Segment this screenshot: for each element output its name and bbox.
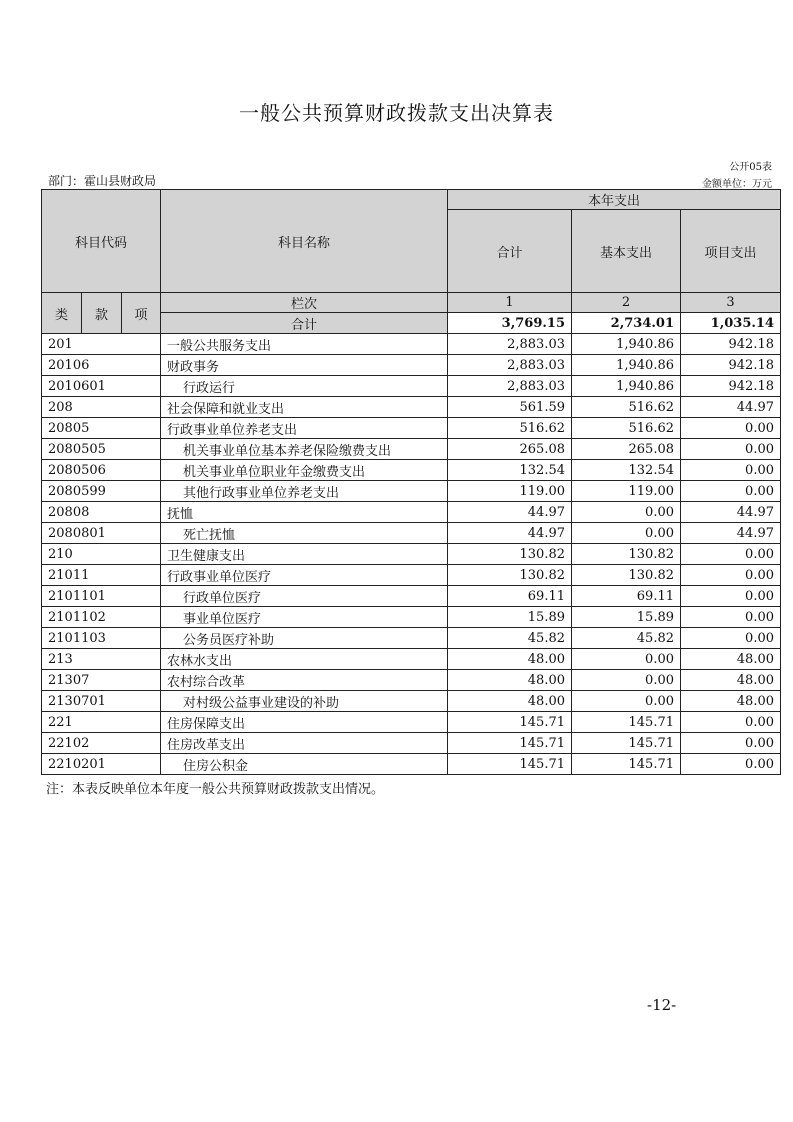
project-cell: 44.97 <box>681 523 781 544</box>
basic-cell: 132.54 <box>572 460 681 481</box>
form-number: 公开05表 <box>729 162 772 173</box>
subject-code-cell: 221 <box>42 712 161 733</box>
header-col-2: 2 <box>572 293 681 313</box>
table-row <box>42 376 781 397</box>
project-cell: 0.00 <box>681 586 781 607</box>
project-cell: 0.00 <box>681 439 781 460</box>
total-cell: 145.71 <box>448 733 572 754</box>
basic-cell: 69.11 <box>572 586 681 607</box>
header-lei: 类 <box>42 293 82 334</box>
total-cell: 132.54 <box>448 460 572 481</box>
total-cell: 145.71 <box>448 754 572 775</box>
project-cell: 48.00 <box>681 670 781 691</box>
basic-cell: 15.89 <box>572 607 681 628</box>
basic-cell: 45.82 <box>572 628 681 649</box>
subject-code-cell: 2080505 <box>42 439 161 460</box>
basic-cell: 1,940.86 <box>572 355 681 376</box>
subject-name-cell: 事业单位医疗 <box>161 607 448 628</box>
project-cell: 44.97 <box>681 502 781 523</box>
table-row <box>42 418 781 439</box>
subject-name-cell: 其他行政事业单位养老支出 <box>161 481 448 502</box>
header-total: 合计 <box>448 210 572 293</box>
subject-code-cell: 2101101 <box>42 586 161 607</box>
table-row <box>42 649 781 670</box>
total-cell: 2,883.03 <box>448 376 572 397</box>
table-row <box>42 397 781 418</box>
subject-name-cell: 财政事务 <box>161 355 448 376</box>
total-cell: 119.00 <box>448 481 572 502</box>
subject-name-cell: 行政运行 <box>161 376 448 397</box>
total-cell: 48.00 <box>448 649 572 670</box>
department-label: 部门：霍山县财政局 <box>48 174 157 188</box>
total-cell: 2,883.03 <box>448 355 572 376</box>
subject-name-cell: 行政事业单位养老支出 <box>161 418 448 439</box>
amount-unit-label: 金额单位：万元 <box>702 179 772 190</box>
project-cell: 0.00 <box>681 712 781 733</box>
subject-name-cell: 对村级公益事业建设的补助 <box>161 691 448 712</box>
subject-name-cell: 社会保障和就业支出 <box>161 397 448 418</box>
subject-code-cell: 20805 <box>42 418 161 439</box>
page-number: -12- <box>647 996 677 1014</box>
project-cell: 44.97 <box>681 397 781 418</box>
basic-cell: 265.08 <box>572 439 681 460</box>
total-cell: 130.82 <box>448 565 572 586</box>
project-cell: 0.00 <box>681 607 781 628</box>
basic-cell: 119.00 <box>572 481 681 502</box>
subject-name-cell: 住房改革支出 <box>161 733 448 754</box>
project-cell: 48.00 <box>681 649 781 670</box>
total-cell: 561.59 <box>448 397 572 418</box>
header-basic-expenditure: 基本支出 <box>572 210 681 293</box>
table-note: 注：本表反映单位本年度一般公共预算财政拨款支出情况。 <box>46 782 385 797</box>
basic-cell: 130.82 <box>572 565 681 586</box>
table-row <box>42 565 781 586</box>
header-subject-code: 科目代码 <box>42 190 161 293</box>
subject-name-cell: 行政事业单位医疗 <box>161 565 448 586</box>
subject-code-cell: 2080801 <box>42 523 161 544</box>
basic-cell: 516.62 <box>572 397 681 418</box>
subject-code-cell: 21011 <box>42 565 161 586</box>
table-row <box>42 712 781 733</box>
table-row <box>42 460 781 481</box>
subject-name-cell: 农村综合改革 <box>161 670 448 691</box>
table-row <box>42 607 781 628</box>
page-title: 一般公共预算财政拨款支出决算表 <box>239 101 554 125</box>
table-row <box>42 481 781 502</box>
basic-cell: 1,940.86 <box>572 376 681 397</box>
basic-cell: 0.00 <box>572 649 681 670</box>
subject-code-cell: 2101102 <box>42 607 161 628</box>
project-cell: 942.18 <box>681 355 781 376</box>
table-row <box>42 544 781 565</box>
subject-name-cell: 机关事业单位职业年金缴费支出 <box>161 460 448 481</box>
total-cell: 265.08 <box>448 439 572 460</box>
total-cell: 516.62 <box>448 418 572 439</box>
basic-cell: 145.71 <box>572 733 681 754</box>
subject-code-cell: 213 <box>42 649 161 670</box>
total-cell: 48.00 <box>448 670 572 691</box>
total-cell: 15.89 <box>448 607 572 628</box>
project-cell: 0.00 <box>681 460 781 481</box>
total-cell: 48.00 <box>448 691 572 712</box>
header-xiang: 项 <box>122 293 161 334</box>
header-subject-name: 科目名称 <box>161 190 448 293</box>
project-cell: 942.18 <box>681 376 781 397</box>
sum-row-label: 合计 <box>161 313 448 334</box>
subject-name-cell: 公务员医疗补助 <box>161 628 448 649</box>
subject-name-cell: 住房公积金 <box>161 754 448 775</box>
basic-cell: 516.62 <box>572 418 681 439</box>
table-row <box>42 754 781 775</box>
table-row <box>42 586 781 607</box>
subject-code-cell: 22102 <box>42 733 161 754</box>
sum-basic: 2,734.01 <box>572 313 681 334</box>
subject-name-cell: 农林水支出 <box>161 649 448 670</box>
basic-cell: 145.71 <box>572 712 681 733</box>
subject-code-cell: 2080506 <box>42 460 161 481</box>
subject-name-cell: 一般公共服务支出 <box>161 334 448 355</box>
table-row <box>42 628 781 649</box>
subject-name-cell: 卫生健康支出 <box>161 544 448 565</box>
project-cell: 0.00 <box>681 754 781 775</box>
table-row <box>42 691 781 712</box>
subject-name-cell: 住房保障支出 <box>161 712 448 733</box>
basic-cell: 145.71 <box>572 754 681 775</box>
header-project-expenditure: 项目支出 <box>681 210 781 293</box>
sum-total: 3,769.15 <box>448 313 572 334</box>
subject-code-cell: 201 <box>42 334 161 355</box>
header-current-year-expenditure: 本年支出 <box>448 190 781 210</box>
project-cell: 0.00 <box>681 481 781 502</box>
subject-code-cell: 20808 <box>42 502 161 523</box>
table-row <box>42 523 781 544</box>
subject-name-cell: 死亡抚恤 <box>161 523 448 544</box>
total-cell: 69.11 <box>448 586 572 607</box>
total-cell: 45.82 <box>448 628 572 649</box>
table-row <box>42 670 781 691</box>
project-cell: 48.00 <box>681 691 781 712</box>
subject-code-cell: 2080599 <box>42 481 161 502</box>
expenditure-table <box>41 189 781 775</box>
project-cell: 0.00 <box>681 565 781 586</box>
subject-name-cell: 机关事业单位基本养老保险缴费支出 <box>161 439 448 460</box>
project-cell: 0.00 <box>681 418 781 439</box>
subject-code-cell: 2010601 <box>42 376 161 397</box>
subject-code-cell: 21307 <box>42 670 161 691</box>
project-cell: 0.00 <box>681 628 781 649</box>
table-row <box>42 439 781 460</box>
total-cell: 44.97 <box>448 523 572 544</box>
header-col-1: 1 <box>448 293 572 313</box>
subject-code-cell: 2130701 <box>42 691 161 712</box>
project-cell: 942.18 <box>681 334 781 355</box>
basic-cell: 0.00 <box>572 523 681 544</box>
total-cell: 44.97 <box>448 502 572 523</box>
subject-code-cell: 2210201 <box>42 754 161 775</box>
subject-code-cell: 208 <box>42 397 161 418</box>
subject-name-cell: 抚恤 <box>161 502 448 523</box>
subject-name-cell: 行政单位医疗 <box>161 586 448 607</box>
basic-cell: 0.00 <box>572 691 681 712</box>
header-column-label: 栏次 <box>161 293 448 313</box>
total-cell: 145.71 <box>448 712 572 733</box>
total-cell: 130.82 <box>448 544 572 565</box>
table-row <box>42 355 781 376</box>
subject-code-cell: 2101103 <box>42 628 161 649</box>
table-row <box>42 334 781 355</box>
header-col-3: 3 <box>681 293 781 313</box>
basic-cell: 0.00 <box>572 670 681 691</box>
basic-cell: 130.82 <box>572 544 681 565</box>
header-kuan: 款 <box>82 293 122 334</box>
project-cell: 0.00 <box>681 733 781 754</box>
sum-project: 1,035.14 <box>681 313 781 334</box>
basic-cell: 1,940.86 <box>572 334 681 355</box>
total-cell: 2,883.03 <box>448 334 572 355</box>
table-row <box>42 502 781 523</box>
project-cell: 0.00 <box>681 544 781 565</box>
basic-cell: 0.00 <box>572 502 681 523</box>
table-row <box>42 733 781 754</box>
subject-code-cell: 210 <box>42 544 161 565</box>
subject-code-cell: 20106 <box>42 355 161 376</box>
